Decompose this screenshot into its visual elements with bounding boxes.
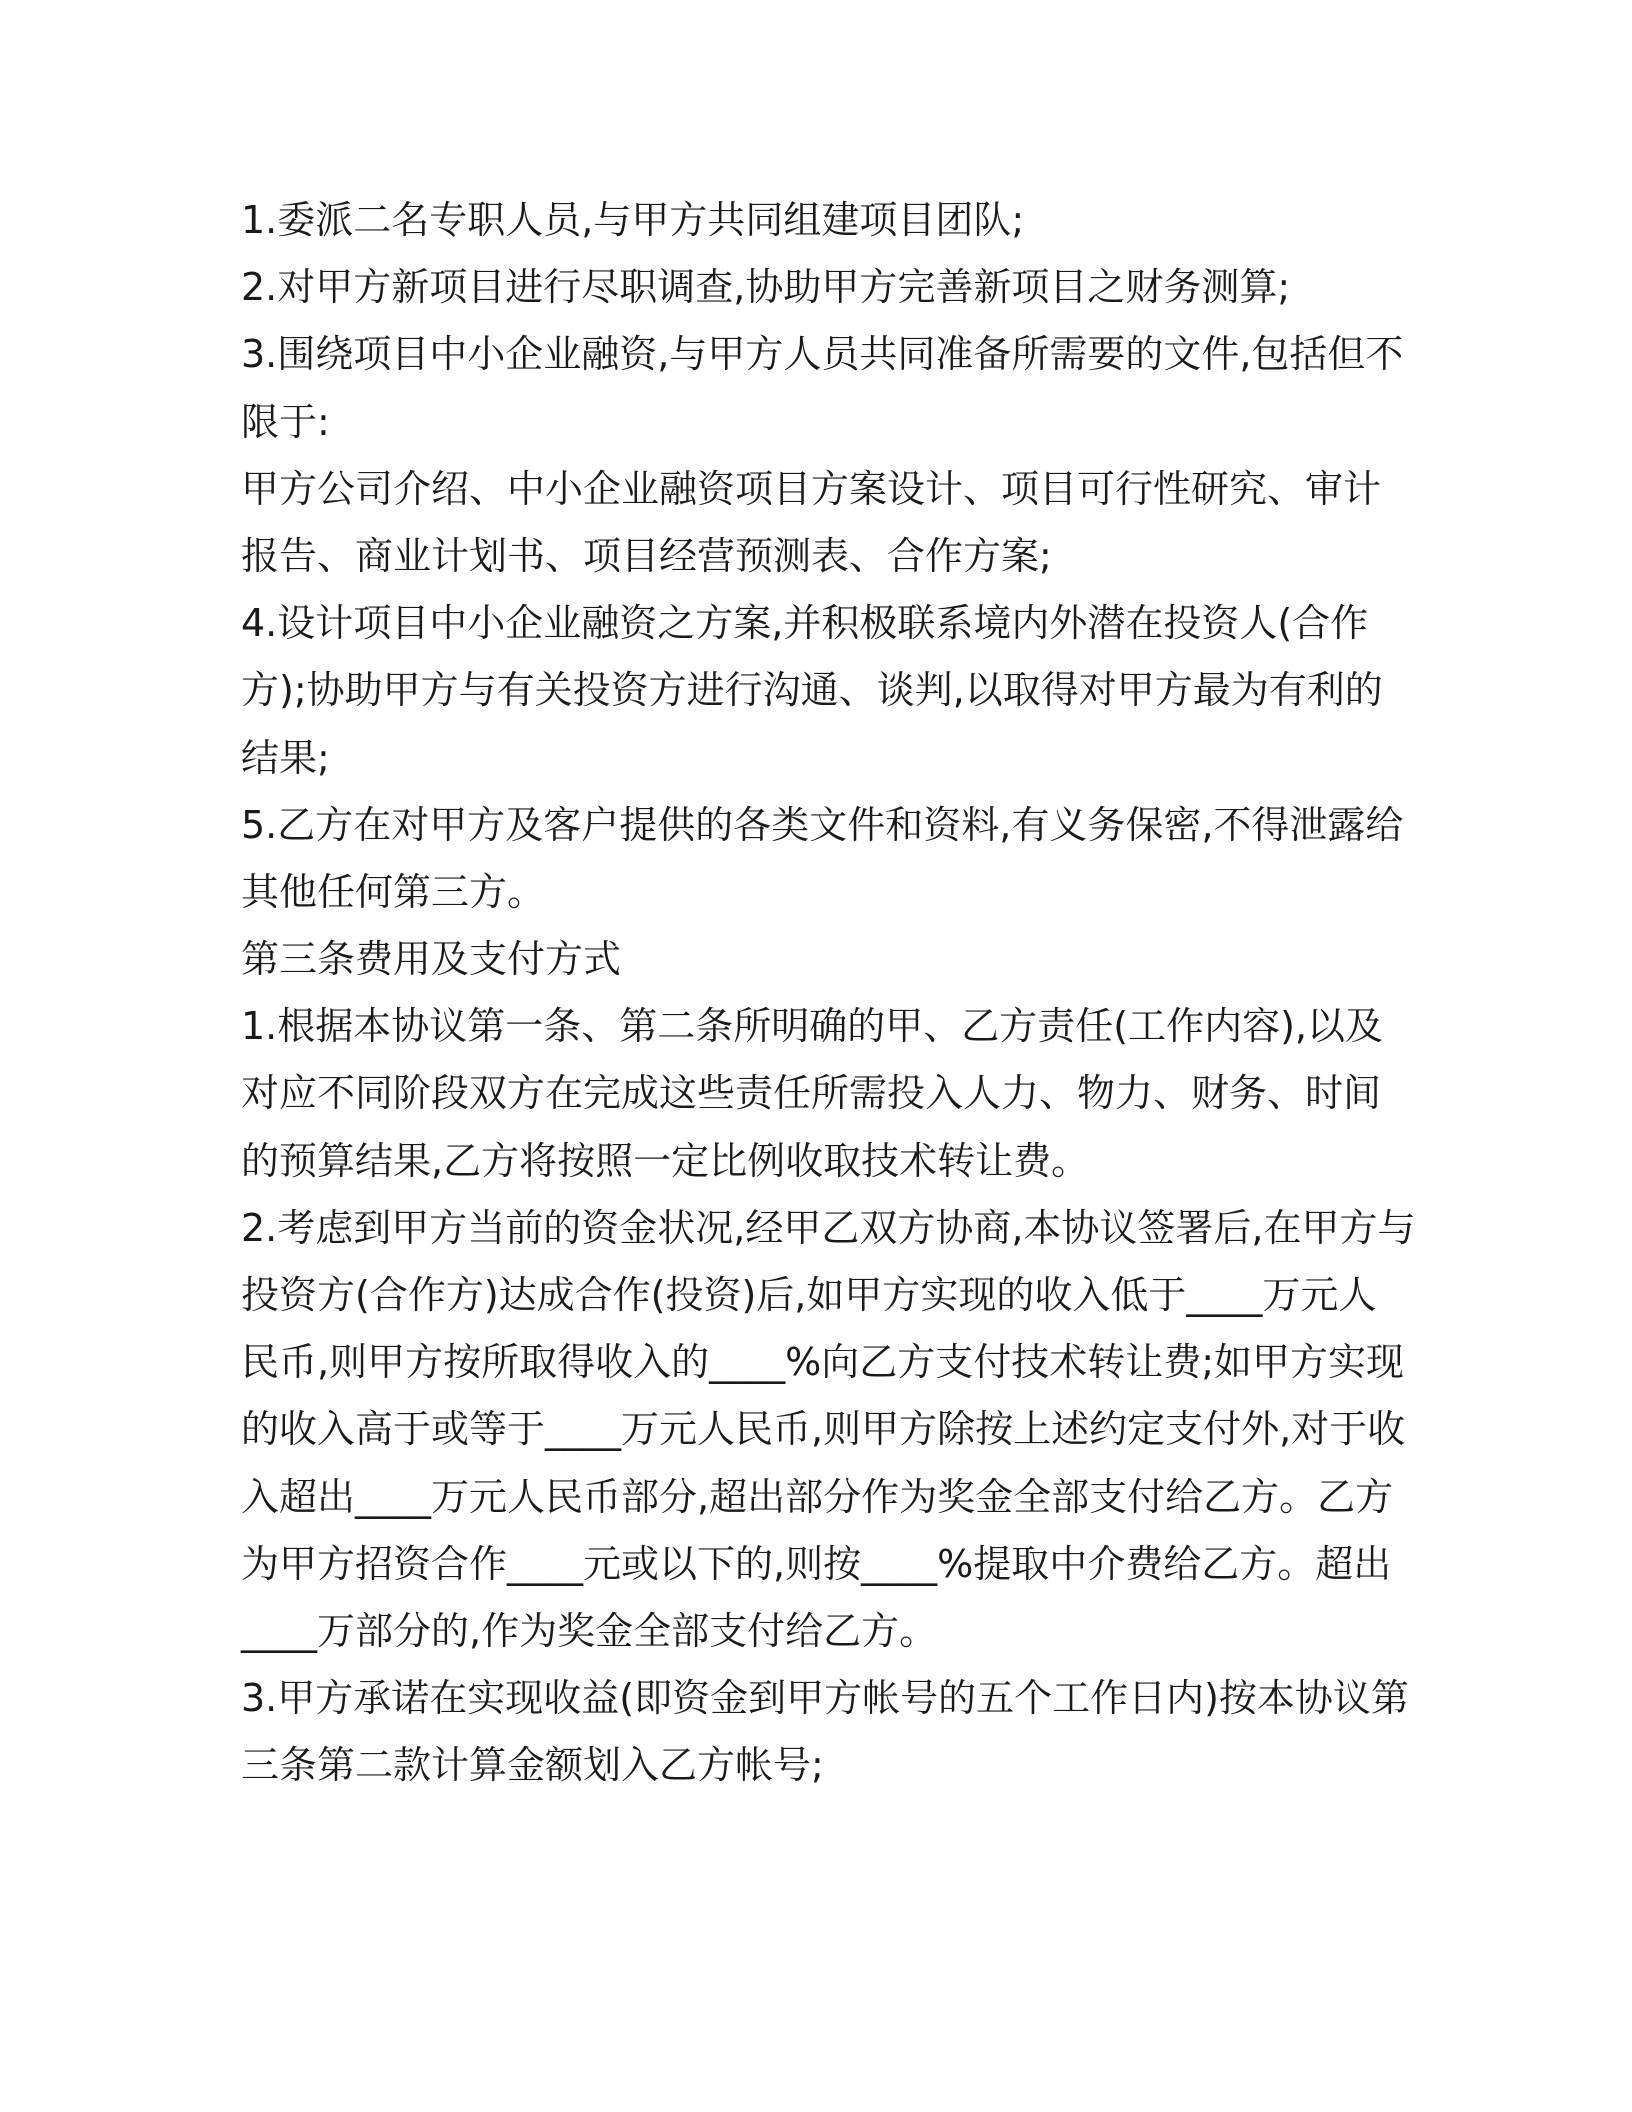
- text-line: 结果;: [241, 735, 330, 780]
- text-line: 1.委派二名专职人员,与甲方共同组建项目团队;: [241, 198, 1025, 242]
- text-line: 4.设计项目中小企业融资之方案,并积极联系境内外潜在投资人(合作: [241, 601, 1369, 646]
- text-line: 限于:: [241, 399, 330, 444]
- document-body: [241, 187, 1416, 1800]
- text-line: 2.考虑到甲方当前的资金状况,经甲乙双方协商,本协议签署后,在甲方与: [241, 1205, 1416, 1250]
- text-line: ____万部分的,作为奖金全部支付给乙方。: [241, 1608, 938, 1653]
- text-line: 1.根据本协议第一条、第二条所明确的甲、乙方责任(工作内容),以及: [241, 1004, 1383, 1049]
- text-line: 方);协助甲方与有关投资方进行沟通、谈判,以取得对甲方最为有利的: [241, 668, 1383, 713]
- text-line: 2.对甲方新项目进行尽职调查,协助甲方完善新项目之财务测算;: [241, 265, 1291, 310]
- text-line: 3.围绕项目中小企业融资,与甲方人员共同准备所需要的文件,包括但不: [241, 332, 1404, 377]
- text-line: 投资方(合作方)达成合作(投资)后,如甲方实现的收入低于____万元人: [241, 1273, 1377, 1317]
- text-line: 为甲方招资合作____元或以下的,则按____%提取中介费给乙方。超出: [241, 1541, 1392, 1586]
- text-line: 甲方公司介绍、中小企业融资项目方案设计、项目可行性研究、审计: [241, 466, 1382, 511]
- text-line: 对应不同阶段双方在完成这些责任所需投入人力、物力、财务、时间: [241, 1071, 1382, 1116]
- text-line: 的收入高于或等于____万元人民币,则甲方除按上述约定支付外,对于收: [241, 1407, 1406, 1452]
- section-heading: 第三条费用及支付方式: [241, 937, 622, 982]
- text-line: 入超出____万元人民币部分,超出部分作为奖金全部支付给乙方。乙方: [241, 1474, 1394, 1519]
- text-line: 的预算结果,乙方将按照一定比例收取技术转让费。: [241, 1138, 1090, 1183]
- text-line: 5.乙方在对甲方及客户提供的各类文件和资料,有义务保密,不得泄露给: [241, 802, 1404, 847]
- text-line: 三条第二款计算金额划入乙方帐号;: [241, 1743, 824, 1788]
- text-line: 3.甲方承诺在实现收益(即资金到甲方帐号的五个工作日内)按本协议第: [241, 1676, 1409, 1721]
- text-line: 报告、商业计划书、项目经营预测表、合作方案;: [241, 533, 1052, 578]
- text-line: 其他任何第三方。: [241, 869, 546, 914]
- text-line: 民币,则甲方按所取得收入的____%向乙方支付技术转让费;如甲方实现: [241, 1340, 1404, 1385]
